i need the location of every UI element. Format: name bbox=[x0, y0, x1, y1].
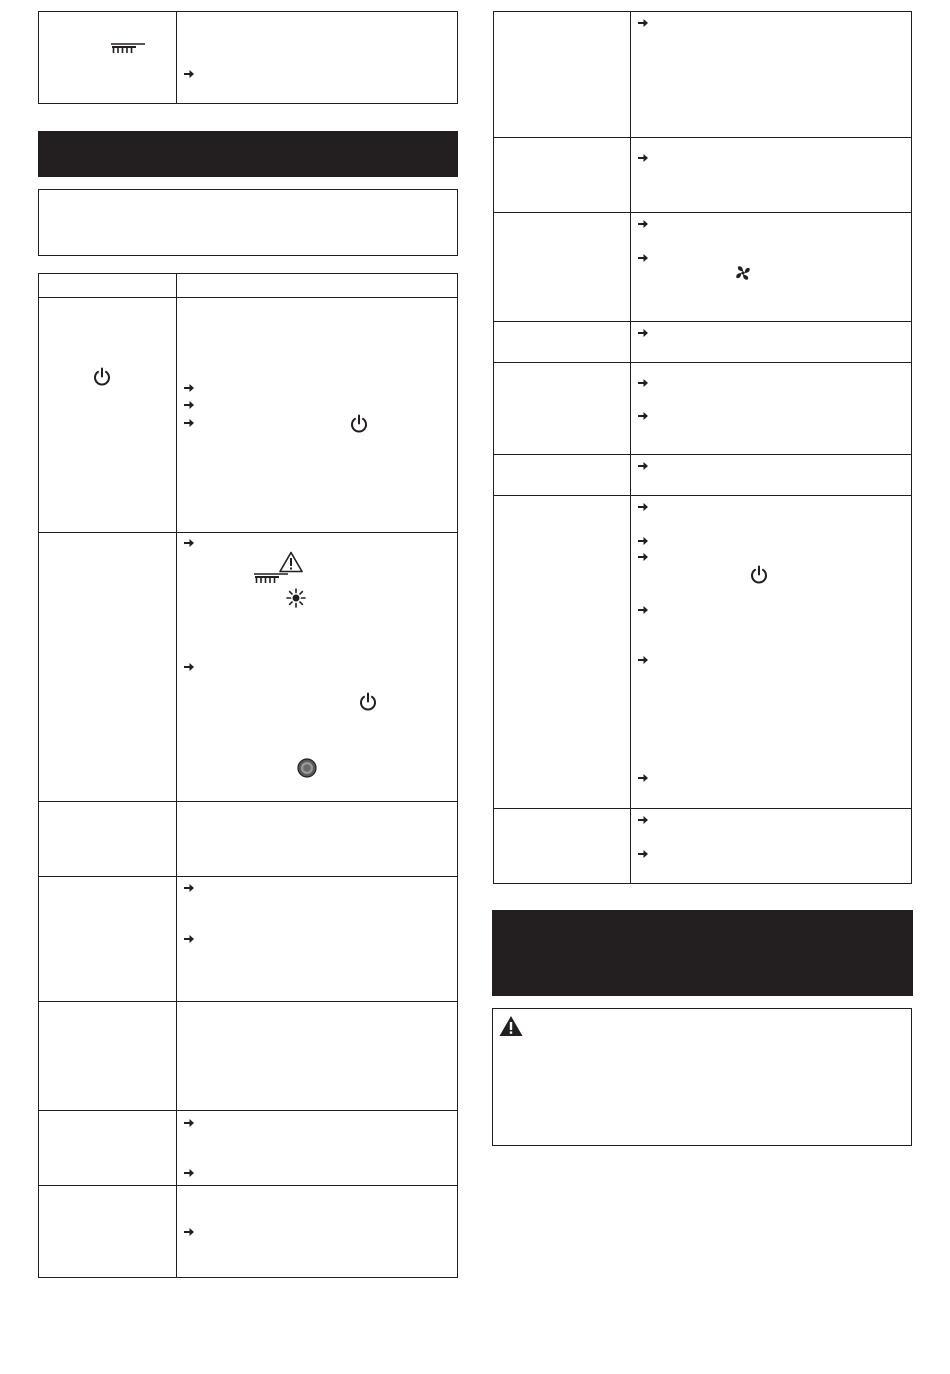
right-arrow-icon bbox=[637, 252, 649, 264]
table-row-divider bbox=[494, 137, 911, 138]
left-main-table-divider bbox=[176, 274, 177, 1277]
warning-triangle-icon bbox=[499, 1015, 523, 1037]
table-row-divider bbox=[39, 1110, 457, 1111]
table-row-divider bbox=[494, 321, 911, 322]
right-main-table-divider bbox=[630, 12, 631, 883]
power-icon bbox=[358, 692, 378, 712]
left-main-table bbox=[38, 273, 458, 1278]
right-arrow-icon bbox=[637, 377, 649, 389]
table-row-divider bbox=[39, 876, 457, 877]
round-button-icon bbox=[297, 758, 317, 778]
left-section-banner bbox=[38, 131, 458, 177]
right-arrow-icon bbox=[637, 218, 649, 230]
right-arrow-icon bbox=[637, 535, 649, 547]
table-row-divider bbox=[39, 1001, 457, 1002]
right-arrow-icon bbox=[183, 417, 195, 429]
right-section-banner bbox=[492, 910, 913, 996]
left-top-table-divider bbox=[176, 12, 177, 103]
heater-element-icon bbox=[253, 572, 289, 584]
right-arrow-icon bbox=[183, 1167, 195, 1179]
sun-icon bbox=[286, 588, 306, 608]
right-arrow-icon bbox=[637, 848, 649, 860]
table-row-divider bbox=[494, 808, 911, 809]
power-icon bbox=[349, 414, 369, 434]
right-arrow-icon bbox=[637, 152, 649, 164]
right-arrow-icon bbox=[183, 933, 195, 945]
right-arrow-icon bbox=[637, 327, 649, 339]
warning-box bbox=[492, 1008, 912, 1146]
left-note-box bbox=[38, 189, 458, 256]
right-arrow-icon bbox=[637, 551, 649, 563]
right-arrow-icon bbox=[183, 399, 195, 411]
right-arrow-icon bbox=[637, 17, 649, 29]
right-arrow-icon bbox=[183, 537, 195, 549]
fan-icon bbox=[734, 264, 752, 282]
right-arrow-icon bbox=[637, 654, 649, 666]
right-arrow-icon bbox=[637, 460, 649, 472]
right-main-table bbox=[493, 11, 912, 884]
table-row-divider bbox=[39, 801, 457, 802]
right-arrow-icon bbox=[637, 501, 649, 513]
right-arrow-icon bbox=[183, 68, 195, 80]
left-top-table bbox=[38, 11, 458, 104]
right-arrow-icon bbox=[637, 772, 649, 784]
right-arrow-icon bbox=[637, 814, 649, 826]
heater-element-icon bbox=[110, 42, 146, 54]
right-arrow-icon bbox=[637, 604, 649, 616]
right-arrow-icon bbox=[183, 1226, 195, 1238]
table-row-divider bbox=[39, 297, 457, 298]
power-icon bbox=[749, 565, 769, 585]
right-arrow-icon bbox=[183, 661, 195, 673]
table-row-divider bbox=[494, 362, 911, 363]
table-row-divider bbox=[39, 1185, 457, 1186]
right-arrow-icon bbox=[183, 882, 195, 894]
right-arrow-icon bbox=[183, 382, 195, 394]
right-arrow-icon bbox=[183, 1117, 195, 1129]
table-row-divider bbox=[39, 532, 457, 533]
table-row-divider bbox=[494, 212, 911, 213]
warning-triangle-icon bbox=[279, 551, 303, 573]
table-row-divider bbox=[494, 454, 911, 455]
power-icon bbox=[92, 367, 112, 387]
right-arrow-icon bbox=[637, 410, 649, 422]
table-row-divider bbox=[494, 495, 911, 496]
